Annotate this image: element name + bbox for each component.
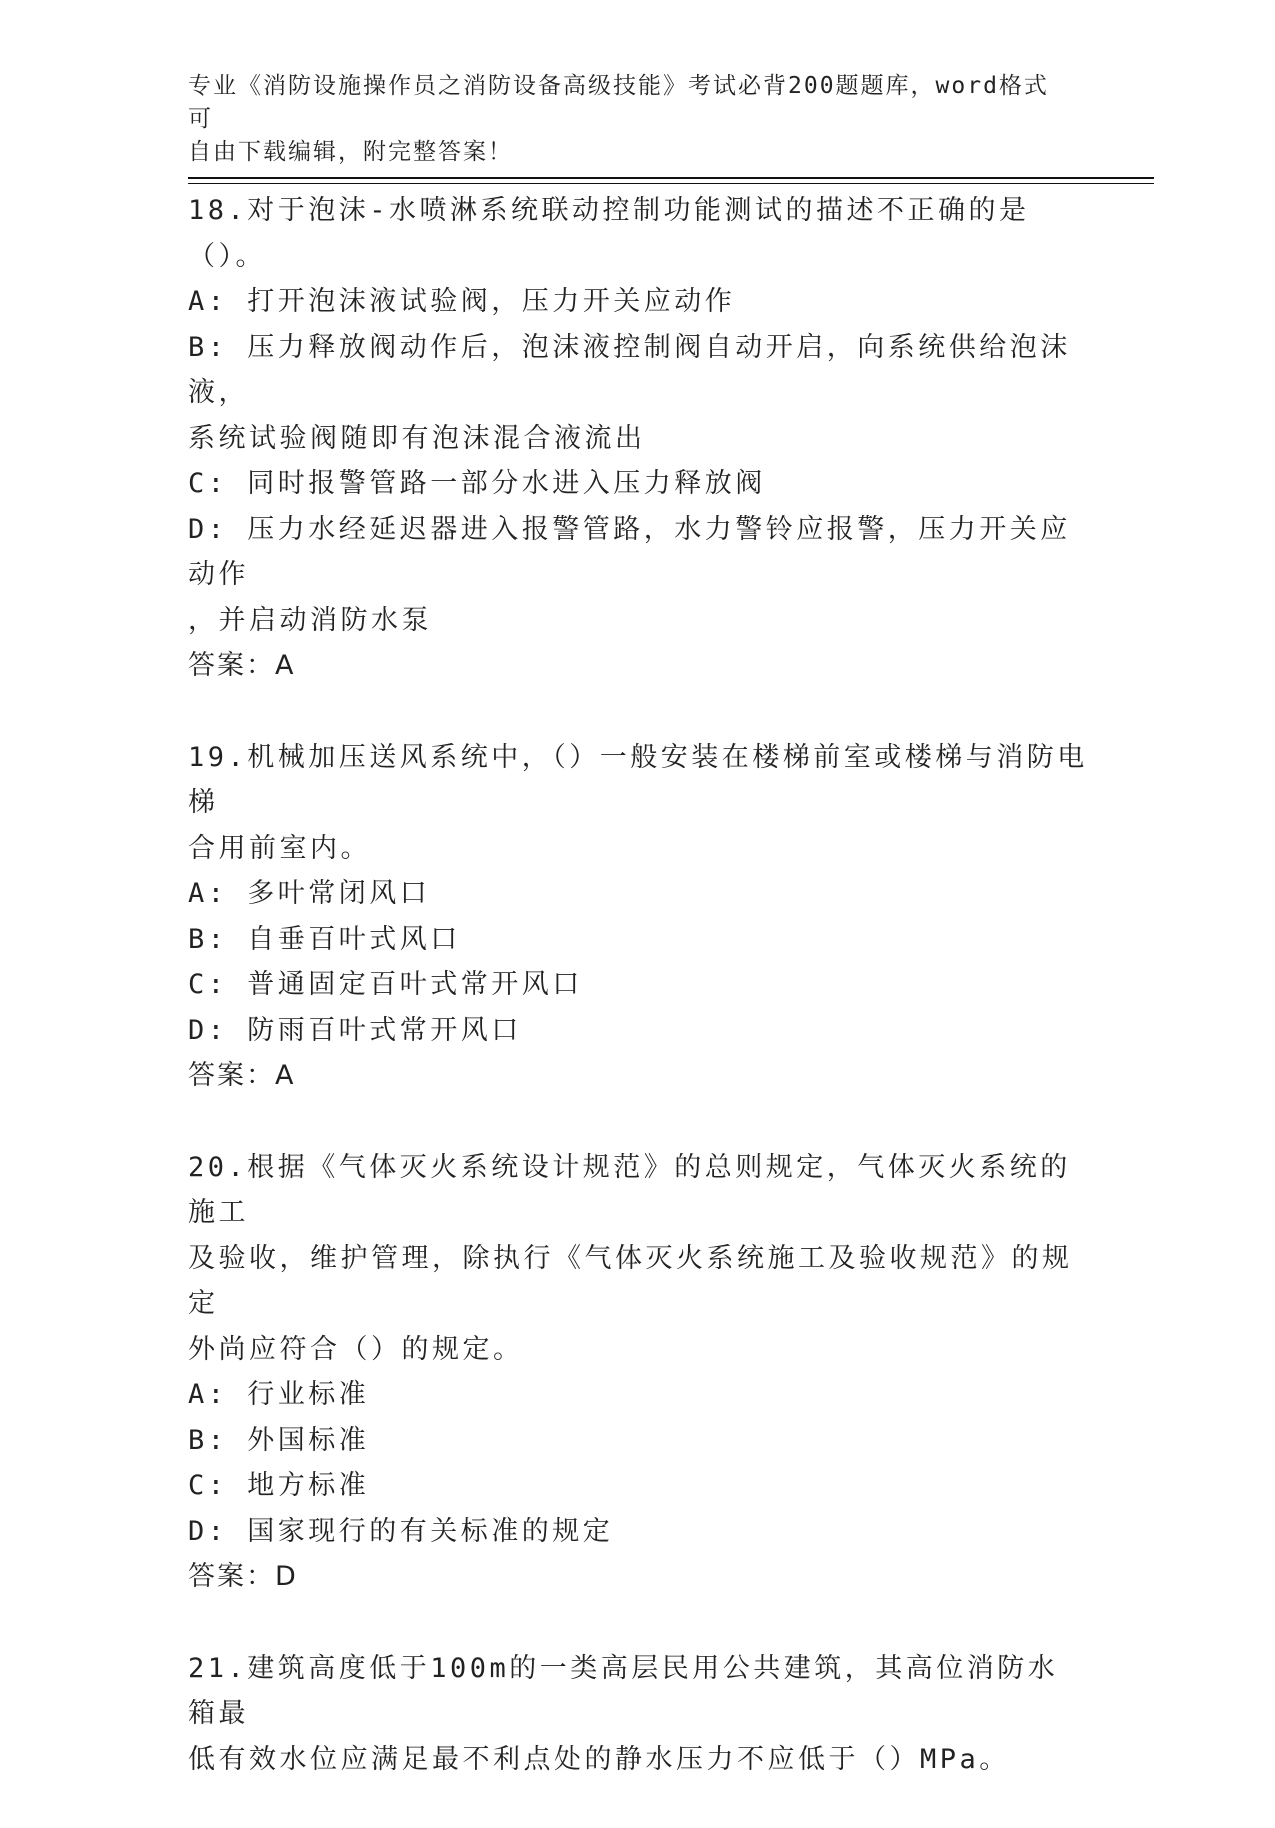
header-divider-thick: [188, 177, 1154, 179]
question-block: [188, 1145, 1088, 1600]
question-stem-line: 及验收，维护管理，除执行《气体灭火系统施工及验收规范》的规定: [188, 1242, 1073, 1319]
answer-line: 答案：A: [188, 1060, 296, 1091]
question-stem-line: 18.对于泡沫-水喷淋系统联动控制功能测试的描述不正确的是（）。: [188, 195, 1030, 272]
question-block: [188, 735, 1088, 1099]
question-option-line: A: 多叶常闭风口: [188, 878, 431, 909]
question-list: [188, 188, 1088, 1828]
header-line-2: 自由下载编辑，附完整答案！: [188, 139, 513, 165]
answer-line: 答案：A: [188, 650, 296, 681]
question-stem-line: 21.建筑高度低于100m的一类高层民用公共建筑，其高位消防水箱最: [188, 1652, 1059, 1729]
question-stem-line: 合用前室内。: [188, 832, 371, 864]
question-option-line: D: 防雨百叶式常开风口: [188, 1014, 522, 1046]
question-option-line: D: 国家现行的有关标准的规定: [188, 1515, 614, 1547]
question-option-line: ，并启动消防水泵: [188, 604, 432, 636]
question-option-line: C: 普通固定百叶式常开风口: [188, 969, 583, 1000]
question-option-line: B: 压力释放阀动作后，泡沫液控制阀自动开启，向系统供给泡沫液，: [188, 331, 1071, 408]
header-divider-thin: [188, 183, 1154, 184]
question-option-line: A: 打开泡沫液试验阀，压力开关应动作: [188, 286, 736, 317]
question-option-line: B: 自垂百叶式风口: [188, 923, 461, 955]
question-stem-line: 19.机械加压送风系统中，（）一般安装在楼梯前室或楼梯与消防电梯: [188, 741, 1088, 818]
question-option-line: C: 同时报警管路一部分水进入压力释放阀: [188, 468, 766, 499]
document-header: [188, 70, 1068, 169]
question-stem-line: 低有效水位应满足最不利点处的静水压力不应低于（）MPa。: [188, 1743, 1010, 1775]
question-block: [188, 188, 1088, 689]
question-option-line: D: 压力水经延迟器进入报警管路，水力警铃应报警，压力开关应动作: [188, 513, 1071, 590]
question-option-line: 系统试验阀随即有泡沫混合液流出: [188, 422, 646, 454]
header-line-1: 专业《消防设施操作员之消防设备高级技能》考试必背200题题库，word格式可: [188, 73, 1049, 132]
question-stem-line: 20.根据《气体灭火系统设计规范》的总则规定，气体灭火系统的施工: [188, 1151, 1071, 1228]
question-block: [188, 1646, 1088, 1783]
question-stem-line: 外尚应符合（）的规定。: [188, 1333, 524, 1365]
question-option-line: C: 地方标准: [188, 1470, 370, 1501]
question-option-line: B: 外国标准: [188, 1424, 370, 1456]
answer-line: 答案：D: [188, 1561, 298, 1592]
question-option-line: A: 行业标准: [188, 1379, 370, 1410]
